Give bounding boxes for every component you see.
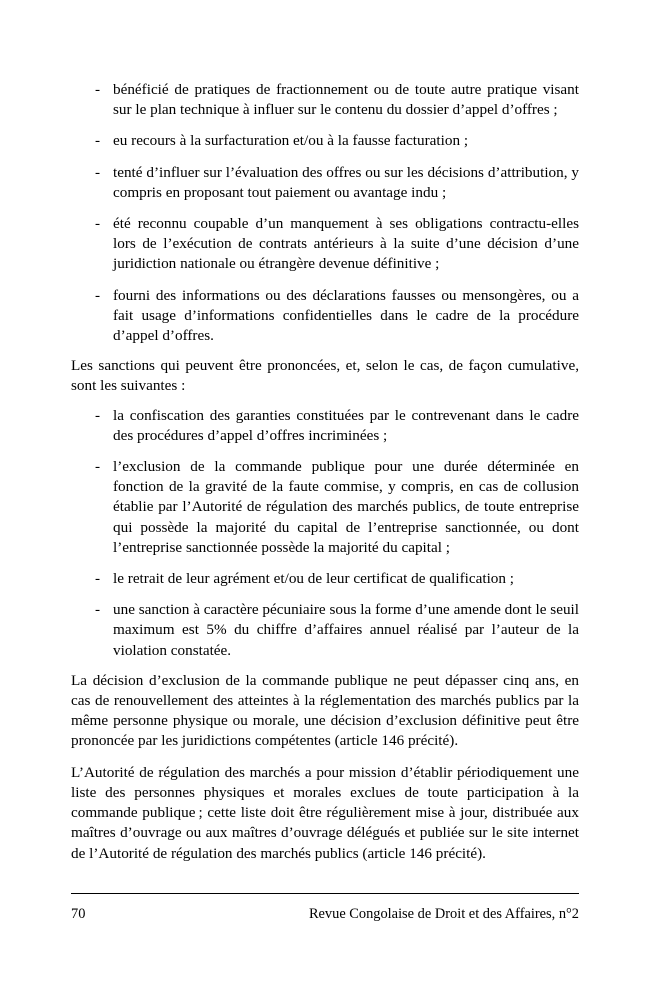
list-item-text: bénéficié de pratiques de fractionnement ou de toute autre pratique visant sur le plan technique à influer sur le contenu du dossier d’appel d’offres ; — [113, 81, 579, 119]
list-item — [71, 600, 579, 661]
footer-row — [71, 905, 579, 923]
bullet-dash-icon: - — [95, 132, 101, 150]
list-item-text: été reconnu coupable d’un manquement à ses obligations contractu-elles lors de l’exécution de contrats antérieurs à la suite d’une décision d’une juridiction nationale ou étrangère devenue définitive ; — [113, 215, 579, 273]
list-item — [71, 163, 579, 203]
bullet-dash-icon: - — [95, 215, 101, 233]
list-sanctions — [71, 406, 579, 661]
bullet-dash-icon: - — [95, 406, 101, 424]
bullet-dash-icon: - — [95, 458, 101, 476]
bullet-dash-icon: - — [95, 570, 101, 588]
list-item — [71, 406, 579, 446]
list-item — [71, 131, 579, 151]
footer-divider — [71, 893, 579, 894]
page-content — [71, 80, 579, 875]
list-item-text: fourni des informations ou des déclarations fausses ou mensongères, ou a fait usage d’informations confidentielles dans le cadre de la procédure d’appel d’offres. — [113, 286, 579, 345]
page-number: 70 — [71, 906, 86, 922]
bullet-dash-icon: - — [95, 163, 101, 181]
page-footer — [71, 893, 579, 923]
paragraph-sanctions-intro: Les sanctions qui peuvent être prononcées, et, selon le cas, de façon cumulative, sont les suivantes : — [71, 357, 579, 395]
list-item-text: une sanction à caractère pécuniaire sous la forme d’une amende dont le seuil maximum est 5% du chiffre d’affaires annuel réalisé par l’auteur de la violation constatée. — [113, 601, 579, 659]
bullet-dash-icon: - — [95, 286, 101, 304]
list-item-text: tenté d’influer sur l’évaluation des offres ou sur les décisions d’attribution, y compris en proposant tout paiement ou avantage indu ; — [113, 163, 579, 201]
list-item — [71, 569, 579, 589]
bullet-dash-icon: - — [95, 81, 101, 98]
list-infractions — [71, 80, 579, 346]
list-item — [71, 286, 579, 347]
list-item-text: le retrait de leur agrément et/ou de leur certificat de qualification ; — [113, 570, 515, 588]
list-item — [71, 457, 579, 558]
journal-title: Revue Congolaise de Droit et des Affaires, n°2 — [308, 906, 579, 922]
list-item — [71, 214, 579, 275]
list-item-text: l’exclusion de la commande publique pour une durée déterminée en fonction de la gravité de la faute commise, y compris, en cas de collusion établie par l’Autorité de régulation des marchés publics, de toute entreprise qui possède la majorité du capital de l’entreprise sanctionnée, ou dont l’entreprise sanctionnée possède la majorité du capital ; — [113, 458, 579, 556]
paragraph-autorite: L’Autorité de régulation des marchés a pour mission d’établir périodiquement une liste des personnes physiques et morales exclues de toute participation à la commande publique ; cette liste doit être régulièrement mise à jour, distribuée aux maîtres d’ouvrage ou aux maîtres d’ouvrage délégués et publiée sur le site internet de l’Autorité de régulation des marchés publics (article 146 précité). — [71, 763, 579, 862]
list-item-text: la confiscation des garanties constituées par le contrevenant dans le cadre des procédures d’appel d’offres incriminées ; — [113, 406, 579, 444]
list-item — [71, 80, 579, 120]
bullet-dash-icon: - — [95, 601, 101, 619]
list-item-text: eu recours à la surfacturation et/ou à la fausse facturation ; — [113, 132, 469, 150]
paragraph-exclusion: La décision d’exclusion de la commande publique ne peut dépasser cinq ans, en cas de renouvellement des atteintes à la réglementation des marchés publics par la même personne physique ou morale, une décision d’exclusion définitive peut être prononcée par les juridictions compétentes (article 146 précité). — [71, 671, 579, 750]
